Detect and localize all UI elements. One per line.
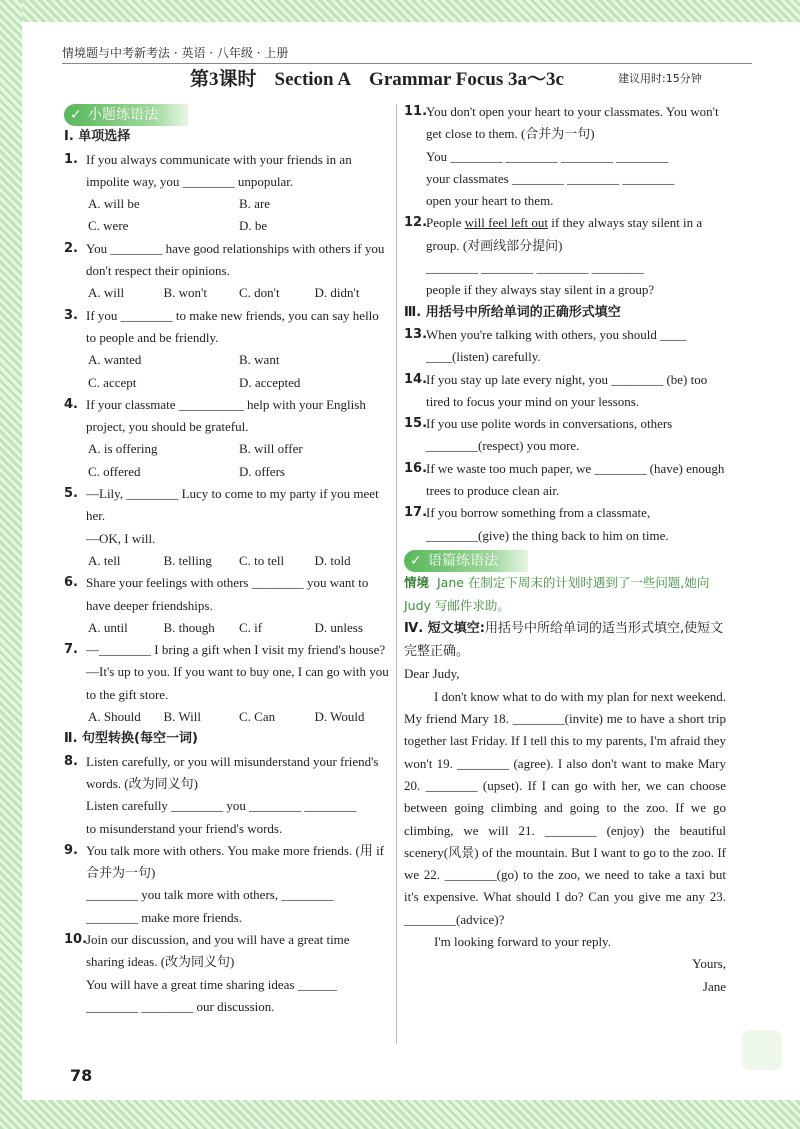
question-13: 13. When you're talking with others, you should ____ ____(listen) carefully.: [404, 326, 687, 365]
options-1: [64, 193, 390, 238]
answer-line[interactable]: ________ you talk more with others, ________: [86, 887, 334, 903]
question-10: 10. Join our discussion, and you will have a great time sharing ideas. (改为同义句) You will have a great time sharing ideas ______ ________ ________ our discussion.: [64, 931, 350, 1014]
option-d[interactable]: D. told: [314, 552, 351, 568]
answer-line[interactable]: people if they always stay silent in a group?: [426, 282, 655, 298]
option-c[interactable]: C. to tell: [239, 552, 285, 568]
option-b[interactable]: B. Will: [163, 709, 202, 725]
option-b[interactable]: B. want: [239, 352, 280, 368]
answer-line[interactable]: ________ ________ ________ ________: [426, 260, 644, 276]
question-7: 7. —________ I bring a gift when I visit my friend's house? —It's up to you. If you want to buy one, I can go with you to the gift store.: [64, 642, 389, 702]
page-number: 78: [70, 1066, 93, 1085]
option-d[interactable]: D. be: [239, 218, 268, 234]
column-divider: [396, 104, 397, 1044]
option-b[interactable]: B. are: [239, 196, 271, 212]
question-3: 3. If you ________ to make new friends, you can say hello to people and be friendly.: [64, 307, 379, 345]
option-b[interactable]: B. though: [163, 619, 215, 635]
section-banner-discourse: ✓ 语篇练语法: [404, 550, 528, 572]
option-a[interactable]: A. will: [88, 285, 125, 301]
option-a[interactable]: A. will be: [88, 196, 140, 212]
question-text: You talk more with others. You make more friends. (用 if 合并为一句): [86, 842, 385, 881]
question-text: Listen carefully, or you will misunderstand your friend's words. (改为同义句): [86, 753, 379, 791]
question-16: 16. If we waste too much paper, we ________ (have) enough trees to produce clean air.: [404, 460, 725, 499]
question-text: You ________ have good relationships with others if you don't respect their opinions.: [86, 240, 385, 279]
situation-tag: 情境: [404, 575, 430, 591]
question-text[interactable]: If you stay up late every night, you ________ (be) too tired to focus your mind on your lessons.: [426, 371, 708, 409]
letter-yours: Yours,: [692, 956, 726, 972]
question-text: Share your feelings with others ________ you want to have deeper friendships.: [86, 575, 369, 613]
decorative-border-bottom: [0, 1100, 800, 1129]
question-text: If you ________ to make new friends, you can say hello to people and be friendly.: [86, 307, 379, 345]
question-text[interactable]: When you're talking with others, you should ____ ____(listen) carefully.: [426, 326, 687, 365]
question-text: If your classmate __________ help with your English project, you should be grateful.: [86, 396, 366, 435]
letter-closing: I'm looking forward to your reply.: [434, 933, 611, 949]
question-12: 12. People will feel left out if they always stay silent in a group. (对画线部分提问) ________ ________ ________ ________ people if they always stay silent in a group?: [404, 215, 703, 298]
right-column: [404, 101, 726, 998]
situation-text: Jane 在制定下周末的计划时遇到了一些问题,她向 Judy 写邮件求助。: [404, 575, 710, 613]
option-c[interactable]: C. Can: [239, 709, 276, 725]
letter: [404, 663, 726, 997]
section-heading-word-form: Ⅲ. 用括号中所给单词的正确形式填空: [404, 304, 621, 320]
options-5: [64, 550, 390, 572]
option-d[interactable]: D. accepted: [239, 374, 301, 390]
question-text: If you always communicate with your friends in an impolite way, you ________ unpopular.: [86, 151, 352, 189]
answer-line[interactable]: You ________ ________ ________ ________: [426, 148, 669, 164]
section-label: Section A: [274, 69, 352, 90]
question-text[interactable]: If you use polite words in conversations, others ________(respect) you more.: [426, 416, 673, 454]
option-c[interactable]: C. were: [88, 218, 129, 234]
option-d[interactable]: D. unless: [314, 619, 363, 635]
answer-line[interactable]: ________ ________ our discussion.: [86, 998, 275, 1014]
question-9: 9. You talk more with others. You make more friends. (用 if 合并为一句) ________ you talk more with others, ________ ________ make more friends.: [64, 842, 385, 925]
question-text: —Lily, ________ Lucy to come to my party if you meet her.: [86, 486, 379, 524]
decorative-border-top: [0, 0, 800, 22]
question-8: 8. Listen carefully, or you will misunderstand your friend's words. (改为同义句) Listen carefully ________ you ________ ________ to misunderstand your friend's words.: [64, 753, 379, 836]
options-4: [64, 438, 390, 483]
check-icon: ✓: [70, 107, 82, 123]
book-title: 情境题与中考新考法 · 英语 · 八年级 · 上册: [62, 46, 289, 60]
option-b[interactable]: B. won't: [163, 285, 208, 301]
underlined-phrase: will feel left out: [464, 215, 549, 231]
option-a[interactable]: A. is offering: [88, 441, 158, 457]
letter-greeting: Dear Judy,: [404, 666, 460, 682]
question-text: Join our discussion, and you will have a great time sharing ideas. (改为同义句): [86, 931, 350, 970]
question-17: 17. If you borrow something from a classmate, ________(give) the thing back to him on time.: [404, 505, 669, 543]
options-3: [64, 349, 390, 394]
page-corner-decoration: [742, 1030, 782, 1070]
option-b[interactable]: B. will offer: [239, 441, 303, 457]
section-heading-sentence-transform: Ⅱ. 句型转换(每空一词): [64, 731, 198, 747]
question-15: 15. If you use polite words in conversations, others ________(respect) you more.: [404, 416, 673, 454]
section-heading-single-choice: Ⅰ. 单项选择: [64, 129, 131, 145]
answer-line[interactable]: your classmates ________ ________ ________: [426, 170, 675, 186]
question-5: 5. —Lily, ________ Lucy to come to my party if you meet her. —OK, I will.: [64, 486, 379, 546]
decorative-border-left: [0, 0, 22, 1129]
answer-line[interactable]: ________ make more friends.: [86, 909, 242, 925]
question-text: —________ I bring a gift when I visit my friend's house?: [86, 642, 386, 658]
option-d[interactable]: D. Would: [314, 709, 365, 725]
check-icon: ✓: [410, 552, 422, 569]
option-a[interactable]: A. wanted: [88, 352, 142, 368]
option-c[interactable]: C. don't: [239, 285, 280, 301]
option-b[interactable]: B. telling: [163, 552, 212, 568]
question-6: 6. Share your feelings with others ________ you want to have deeper friendships.: [64, 575, 369, 613]
question-reply: —It's up to you. If you want to buy one, I can go with you to the gift store.: [86, 664, 389, 702]
option-c[interactable]: C. accept: [88, 374, 137, 390]
options-7: [64, 706, 390, 728]
question-text: You don't open your heart to your classmates. You won't get close to them. (合并为一句): [426, 104, 719, 142]
section-heading-passage: Ⅳ. 短文填空:用括号中所给单词的适当形式填空,使短文完整正确。: [404, 620, 724, 660]
option-c[interactable]: C. offered: [88, 463, 141, 479]
option-a[interactable]: A. until: [88, 619, 128, 635]
question-reply: —OK, I will.: [86, 530, 156, 546]
answer-line[interactable]: You will have a great time sharing ideas ______: [86, 976, 337, 992]
question-11: 11. You don't open your heart to your classmates. You won't get close to them. (合并为一句) You ________ ________ ________ ________ your classmates ________ ________ ________ open your heart to them.: [404, 104, 719, 209]
options-2: [64, 282, 390, 304]
options-6: [64, 617, 390, 639]
letter-signature: Jane: [702, 978, 726, 994]
situation-box: [404, 572, 726, 617]
grammar-focus-label: Grammar Focus 3a～3c: [369, 69, 564, 90]
option-a[interactable]: A. tell: [88, 552, 121, 568]
question-4: 4. If your classmate __________ help with your English project, you should be grateful.: [64, 396, 366, 435]
section-banner-practice: ✓ 小题练语法: [64, 104, 188, 126]
option-a[interactable]: A. Should: [88, 709, 141, 725]
option-d[interactable]: D. didn't: [314, 285, 360, 301]
letter-body[interactable]: I don't know what to do with my plan for next weekend. My friend Mary 18. ________(invite) me to have a short trip together last Friday. If I tell this to my parents, I'm afraid they won't 19. ________ (agree). I also don't want to make Mary 20. ________ (upset). If I can go with her, we can choose between going climbing and going to the zoo. If we go climbing, we will 21. ________ (enjoy) the beautiful scenery(风景) of the mountain. But I want to go to the zoo. If we 22. ________(go) to the zoo, we need to take a taxi but it's expensive. What should I do? Can you give me any 23. ________(advice)?: [404, 688, 726, 927]
question-text[interactable]: If we waste too much paper, we ________ (have) enough trees to produce clean air.: [426, 460, 725, 499]
option-c[interactable]: C. if: [239, 619, 263, 635]
question-1: 1. If you always communicate with your friends in an impolite way, you ________ unpopular.: [64, 151, 352, 189]
left-column: [64, 104, 390, 1018]
answer-line[interactable]: to misunderstand your friend's words.: [86, 820, 283, 836]
answer-line[interactable]: Listen carefully ________ you ________ ________: [86, 798, 357, 814]
lesson-number: 第3课时: [190, 69, 257, 90]
question-text[interactable]: If you borrow something from a classmate, ________(give) the thing back to him on time.: [426, 505, 669, 543]
option-d[interactable]: D. offers: [239, 463, 285, 479]
lesson-title: [190, 64, 564, 91]
question-2: 2. You ________ have good relationships with others if you don't respect their opinions.: [64, 240, 385, 279]
suggested-time: 建议用时:15分钟: [618, 72, 702, 85]
question-14: 14. If you stay up late every night, you ________ (be) too tired to focus your mind on your lessons.: [404, 371, 708, 409]
answer-line[interactable]: open your heart to them.: [426, 193, 554, 209]
